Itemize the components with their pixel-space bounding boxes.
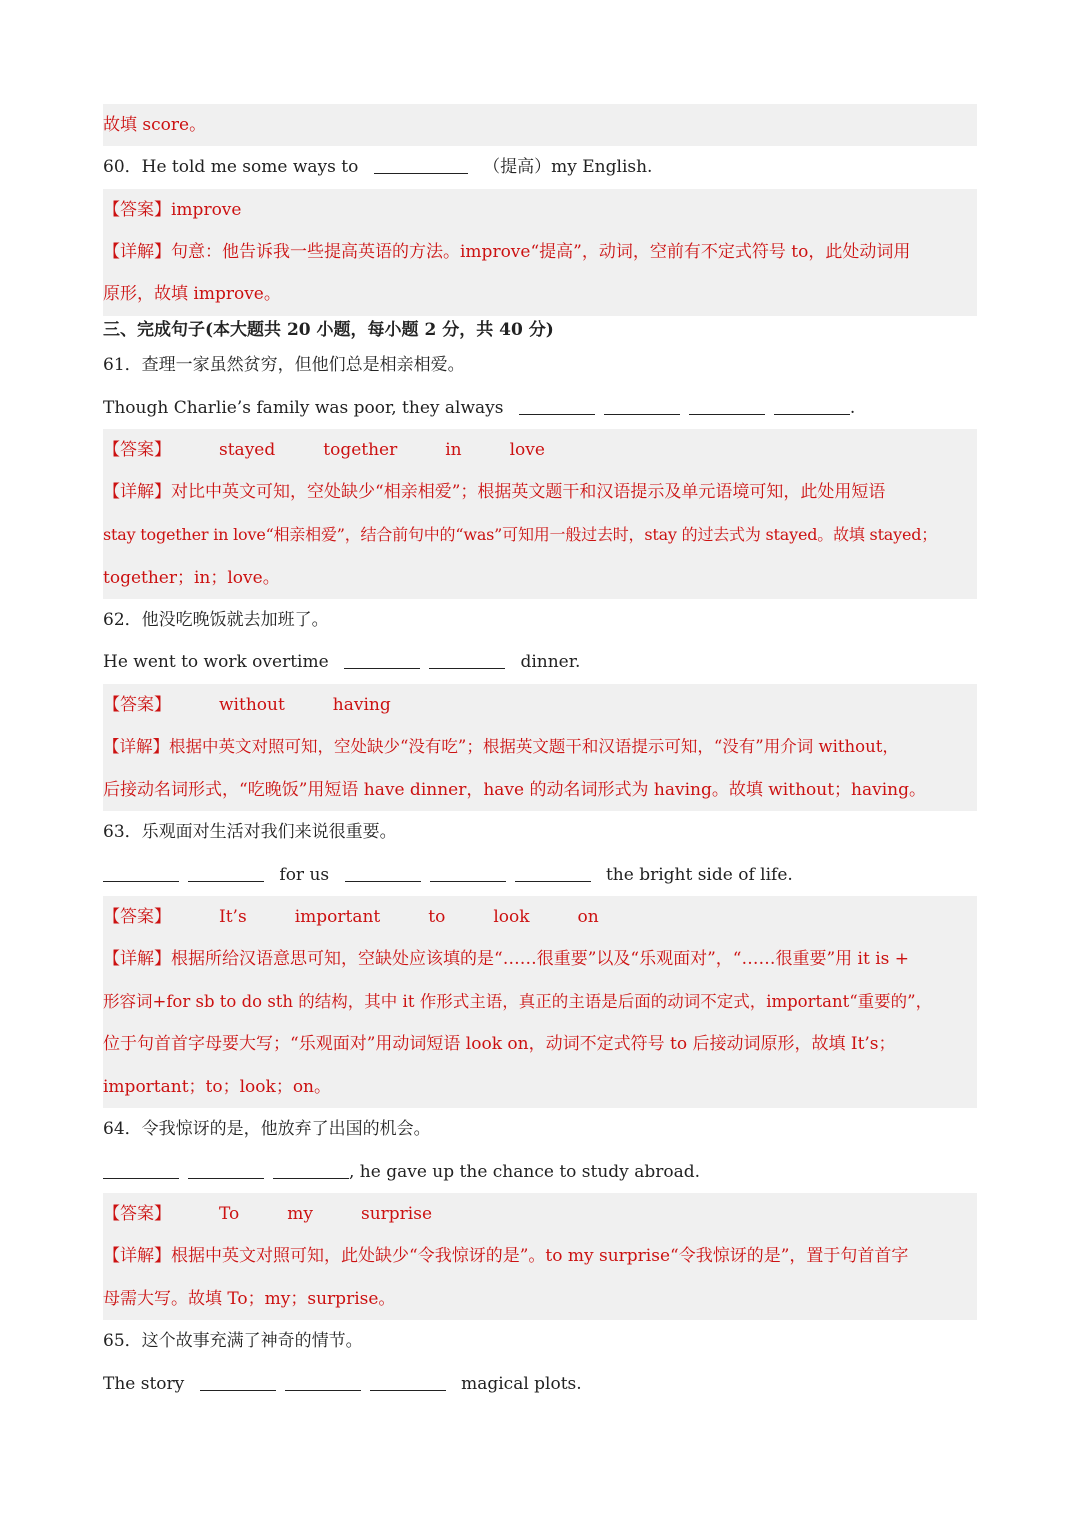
blank[interactable] [374, 157, 468, 174]
answer-tail-59: 故填 score。 [103, 115, 207, 135]
answer-word: on [577, 907, 599, 927]
answer-word: surprise [361, 1204, 433, 1224]
explain-62-line-2: 后接动名词形式，“吃晚饭”用短语 have dinner，have 的动名词形式为 having。故填 without；having。 [103, 780, 926, 800]
answer-word: in [445, 440, 462, 460]
answer-word: It’s [219, 907, 247, 927]
answer-word: to [428, 907, 446, 927]
question-65-cn: 65．这个故事充满了神奇的情节。 [103, 1331, 363, 1351]
explain-63-line-3: 位于句首首字母要大写；“乐观面对”用动词短语 look on，动词不定式符号 to 后接动词原形，故填 It’s； [103, 1034, 896, 1054]
question-64-en-after: , he gave up the chance to study abroad. [349, 1162, 700, 1182]
blank[interactable] [370, 1374, 446, 1391]
blank[interactable] [430, 865, 506, 882]
question-61-cn: 61．查理一家虽然贫穷，但他们总是相亲相爱。 [103, 355, 465, 375]
blank[interactable] [188, 1162, 264, 1179]
answer-tag: 【答案】 [103, 200, 171, 220]
explain-tag: 【详解】 [103, 482, 171, 502]
answer-tag: 【答案】 [103, 1204, 171, 1224]
explain-text: 句意：他告诉我一些提高英语的方法。improve“提高”，动词，空前有不定式符号 to，此处动词用 [171, 242, 911, 262]
question-60-after: （提高）my English. [483, 157, 653, 177]
answer-word: love [509, 440, 545, 460]
explain-text: 根据中英文对照可知，空处缺少“没有吃”；根据英文题干和汉语提示可知，“没有”用介词 without， [169, 737, 899, 756]
answer-61 [103, 429, 977, 471]
explain-text: 根据中英文对照可知，此处缺少“令我惊讶的是”。to my surprise“令我惊讶的是”，置于句首首字 [171, 1246, 909, 1266]
blank[interactable] [774, 398, 850, 415]
explain-tag: 【详解】 [103, 949, 171, 969]
explain-64-line-2: 母需大写。故填 To；my；surprise。 [103, 1289, 396, 1309]
question-62-en [103, 641, 977, 683]
explain-64-line-1 [103, 1235, 977, 1277]
answer-word: important [294, 907, 381, 927]
answer-word: together [323, 440, 398, 460]
answer-value: improve [171, 200, 242, 220]
question-62-cn: 62．他没吃晚饭就去加班了。 [103, 610, 329, 630]
answer-word: having [332, 695, 391, 715]
question-62-en-before: He went to work overtime [103, 652, 329, 672]
answer-tag: 【答案】 [103, 440, 171, 460]
explain-60-line-2: 原形，故填 improve。 [103, 284, 281, 304]
question-63-en-after: the bright side of life. [605, 865, 793, 885]
blank[interactable] [103, 1162, 179, 1179]
answer-62 [103, 684, 977, 726]
question-64-cn: 64．令我惊讶的是，他放弃了出国的机会。 [103, 1119, 431, 1139]
explain-63-line-1 [103, 938, 977, 980]
blank[interactable] [188, 865, 264, 882]
answer-tag: 【答案】 [103, 695, 171, 715]
answer-tag: 【答案】 [103, 907, 171, 927]
question-65-en-before: The story [103, 1374, 185, 1394]
question-60-before: 60．He told me some ways to [103, 157, 359, 177]
question-60 [103, 146, 977, 188]
explain-61-line-2: stay together in love“相亲相爱”，结合前句中的“was”可知用一般过去时，stay 的过去式为 stayed。故填 stayed； [103, 525, 938, 544]
answer-60 [103, 189, 977, 231]
section-heading: 三、完成句子(本大题共 20 小题，每小题 2 分，共 40 分) [103, 320, 554, 340]
explain-61-line-3: together；in；love。 [103, 568, 280, 588]
blank[interactable] [285, 1374, 361, 1391]
blank[interactable] [344, 652, 420, 669]
blank[interactable] [103, 865, 179, 882]
answer-word: without [219, 695, 285, 715]
answer-word: look [493, 907, 530, 927]
question-65-en [103, 1363, 977, 1405]
explain-63-line-2: 形容词+for sb to do sth 的结构，其中 it 作形式主语，真正的主语是后面的动词不定式，important“重要的”， [103, 992, 933, 1011]
explain-62-line-1 [103, 726, 977, 768]
answer-63 [103, 896, 977, 938]
explain-text: 对比中英文可知，空处缺少“相亲相爱”；根据英文题干和汉语提示及单元语境可知，此处用短语 [171, 482, 886, 502]
question-63-cn: 63．乐观面对生活对我们来说很重要。 [103, 822, 397, 842]
question-61-en-before: Though Charlie’s family was poor, they always [103, 398, 504, 418]
explain-61-line-1 [103, 471, 977, 513]
explain-tag: 【详解】 [103, 1246, 171, 1266]
blank[interactable] [604, 398, 680, 415]
question-62-en-after: dinner. [520, 652, 581, 672]
question-63-en [103, 854, 977, 896]
answer-word: To [219, 1204, 240, 1224]
explain-tag: 【详解】 [103, 242, 171, 262]
explain-63-line-4: important；to；look；on。 [103, 1077, 332, 1097]
blank[interactable] [273, 1162, 349, 1179]
question-61-en [103, 387, 977, 429]
answer-64 [103, 1193, 977, 1235]
explain-tag: 【详解】 [103, 737, 169, 756]
question-65-en-after: magical plots. [461, 1374, 582, 1394]
question-63-en-mid: for us [279, 865, 330, 885]
blank[interactable] [689, 398, 765, 415]
answer-word: stayed [219, 440, 276, 460]
question-61-en-after: . [849, 398, 856, 418]
blank[interactable] [515, 865, 591, 882]
explain-60-line-1 [103, 231, 977, 273]
blank[interactable] [200, 1374, 276, 1391]
blank[interactable] [345, 865, 421, 882]
question-64-en [103, 1151, 977, 1193]
answer-word: my [287, 1204, 313, 1224]
blank[interactable] [519, 398, 595, 415]
explain-text: 根据所给汉语意思可知，空缺处应该填的是“……很重要”以及“乐观面对”，“……很重要”用 it is + [171, 949, 910, 969]
blank[interactable] [429, 652, 505, 669]
